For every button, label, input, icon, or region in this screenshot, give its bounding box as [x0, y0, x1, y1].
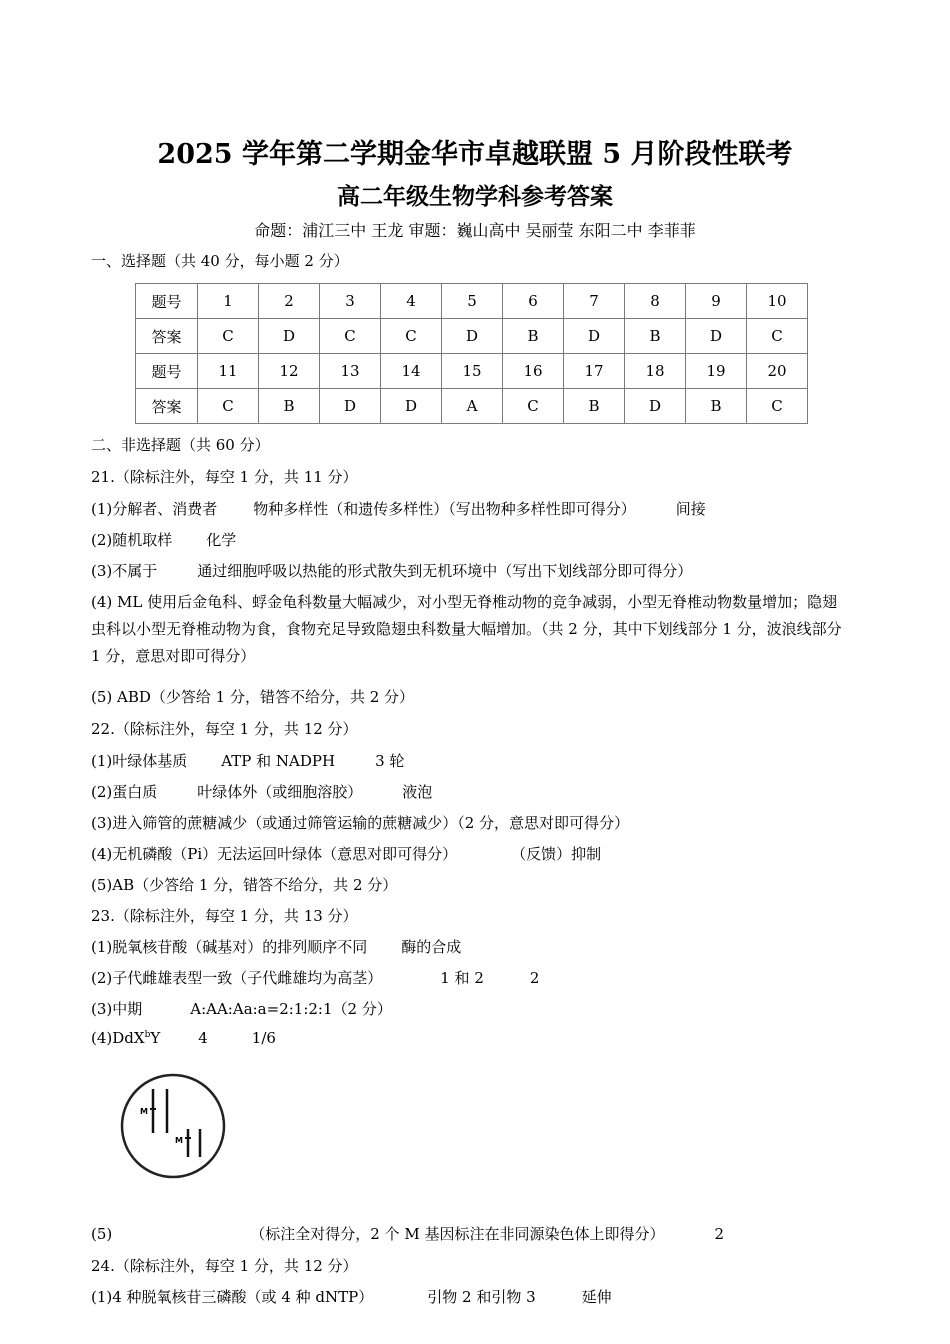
table-cell: C [381, 319, 442, 354]
answer-text: (4)无机磷酸（Pi）无法运回叶绿体（意思对即可得分） [91, 845, 458, 863]
answer-text: 化学 [206, 531, 237, 549]
table-cell: 15 [442, 354, 503, 389]
answer-text: 物种多样性（和遗传多样性）（写出物种多样性即可得分） [253, 500, 636, 518]
superscript: b [144, 1030, 151, 1040]
answer-text: A:AA:Aa:a=2:1:2:1（2 分） [190, 1000, 392, 1018]
answer-text: ATP 和 NADPH [221, 752, 336, 770]
table-cell: 题号 [136, 284, 198, 319]
answer-text: （反馈）抑制 [511, 845, 602, 863]
table-cell: 9 [686, 284, 747, 319]
q22-answer-3: (3)进入筛管的蔗糖减少（或通过筛管运输的蔗糖减少）（2 分，意思对即可得分） [91, 814, 630, 832]
answer-table [135, 283, 808, 424]
answer-text: 叶绿体外（或细胞溶胶） [197, 783, 363, 801]
table-row [136, 319, 808, 354]
table-cell: 19 [686, 354, 747, 389]
table-cell: 13 [320, 354, 381, 389]
table-cell: D [564, 319, 625, 354]
table-cell: B [259, 389, 320, 424]
table-cell: D [625, 389, 686, 424]
answer-text: 引物 2 和引物 3 [427, 1288, 536, 1306]
q24-heading: 24.（除标注外，每空 1 分，共 12 分） [91, 1257, 358, 1275]
q21-answer-2 [91, 529, 236, 550]
q21-answer-1 [91, 498, 706, 519]
answer-text: 2 [529, 969, 540, 987]
answer-text: (1)脱氧核苷酸（碱基对）的排列顺序不同 [91, 938, 368, 956]
cell-outline [122, 1075, 224, 1177]
table-cell: B [625, 319, 686, 354]
q23-answer-1 [91, 936, 461, 957]
table-cell: 6 [503, 284, 564, 319]
table-cell: 2 [259, 284, 320, 319]
table-cell: D [442, 319, 503, 354]
q23-heading: 23.（除标注外，每空 1 分，共 13 分） [91, 907, 358, 925]
answer-text: (1)叶绿体基质 [91, 752, 188, 770]
answer-text: (5) [91, 1225, 113, 1243]
gene-label: M [140, 1107, 148, 1116]
q21-answer-3 [91, 560, 692, 581]
answer-text: 3 轮 [375, 752, 405, 770]
table-cell: 3 [320, 284, 381, 319]
q21-answer-5: (5) ABD（少答给 1 分，错答不给分，共 2 分） [91, 688, 415, 706]
page-subtitle: 高二年级生物学科参考答案 [337, 183, 613, 210]
table-cell: 20 [747, 354, 808, 389]
table-cell: 8 [625, 284, 686, 319]
table-row [136, 389, 808, 424]
answer-text: 通过细胞呼吸以热能的形式散失到无机环境中（写出下划线部分即可得分） [197, 562, 693, 580]
chromosome-diagram [118, 1071, 228, 1181]
table-cell: C [747, 389, 808, 424]
answer-text: (4)DdX [91, 1029, 145, 1047]
q24-answer-1 [91, 1286, 612, 1307]
table-cell: 7 [564, 284, 625, 319]
table-cell: D [686, 319, 747, 354]
table-cell: D [381, 389, 442, 424]
table-cell: 4 [381, 284, 442, 319]
answer-text: 1/6 [251, 1029, 276, 1047]
table-cell: 答案 [136, 389, 198, 424]
table-cell: 5 [442, 284, 503, 319]
table-cell: 10 [747, 284, 808, 319]
table-row [136, 354, 808, 389]
answer-text: (1)4 种脱氧核苷三磷酸（或 4 种 dNTP） [91, 1288, 374, 1306]
table-cell: D [259, 319, 320, 354]
q23-answer-5 [91, 1223, 724, 1244]
answer-text: (2)随机取样 [91, 531, 173, 549]
table-cell: B [503, 319, 564, 354]
table-cell: A [442, 389, 503, 424]
table-cell: 18 [625, 354, 686, 389]
answer-text: 2 [714, 1225, 725, 1243]
q21-heading: 21.（除标注外，每空 1 分，共 11 分） [91, 468, 358, 486]
answer-text: (2)蛋白质 [91, 783, 158, 801]
table-cell: 11 [198, 354, 259, 389]
section-nonchoice-heading: 二、非选择题（共 60 分） [91, 436, 270, 454]
answer-text: 液泡 [402, 783, 433, 801]
q23-answer-3 [91, 998, 392, 1019]
q22-heading: 22.（除标注外，每空 1 分，共 12 分） [91, 720, 358, 738]
answer-text: (1)分解者、消费者 [91, 500, 218, 518]
table-cell: 1 [198, 284, 259, 319]
table-cell: C [320, 319, 381, 354]
table-cell: B [564, 389, 625, 424]
table-cell: 17 [564, 354, 625, 389]
answer-text: 酶的合成 [401, 938, 462, 956]
answer-text: （标注全对得分，2 个 M 基因标注在非同源染色体上即得分） [250, 1225, 665, 1243]
answer-text: 1 和 2 [440, 969, 484, 987]
section-choice-heading: 一、选择题（共 40 分，每小题 2 分） [91, 252, 349, 270]
table-row [136, 284, 808, 319]
table-cell: C [503, 389, 564, 424]
gene-label: M [175, 1136, 183, 1145]
q22-answer-5: (5)AB（少答给 1 分，错答不给分，共 2 分） [91, 876, 398, 894]
table-cell: 12 [259, 354, 320, 389]
table-cell: D [320, 389, 381, 424]
q23-answer-2 [91, 967, 539, 988]
q22-answer-2 [91, 781, 432, 802]
page-title: 2025 学年第二学期金华市卓越联盟 5 月阶段性联考 [157, 139, 793, 170]
answer-text: (3)中期 [91, 1000, 143, 1018]
answer-text: Y [150, 1029, 161, 1047]
table-cell: B [686, 389, 747, 424]
q21-answer-4: (4) ML 使用后金龟科、蜉金龟科数量大幅减少，对小型无脊椎动物的竞争减弱，小型无脊椎动物数量增加；隐翅虫科以小型无脊椎动物为食，食物充足导致隐翅虫科数量大幅增加。（共 2 分，其中下划线部分 1 分，波浪线部分 1 分，意思对即可得分） [91, 593, 842, 665]
q23-answer-4 [91, 1029, 276, 1047]
answer-text: 间接 [675, 500, 706, 518]
table-cell: 16 [503, 354, 564, 389]
table-cell: 答案 [136, 319, 198, 354]
table-cell: 题号 [136, 354, 198, 389]
answer-text: (3)不属于 [91, 562, 158, 580]
table-cell: C [198, 389, 259, 424]
table-cell: C [747, 319, 808, 354]
q22-answer-4 [91, 843, 601, 864]
table-cell: 14 [381, 354, 442, 389]
answer-text: 延伸 [581, 1288, 612, 1306]
q22-answer-1 [91, 750, 404, 771]
authors-line: 命题：浦江三中 王龙 审题：巍山高中 吴丽莹 东阳二中 李菲菲 [254, 221, 696, 240]
table-cell: C [198, 319, 259, 354]
answer-text: 4 [198, 1029, 208, 1047]
answer-text: (2)子代雌雄表型一致（子代雌雄均为高茎） [91, 969, 383, 987]
